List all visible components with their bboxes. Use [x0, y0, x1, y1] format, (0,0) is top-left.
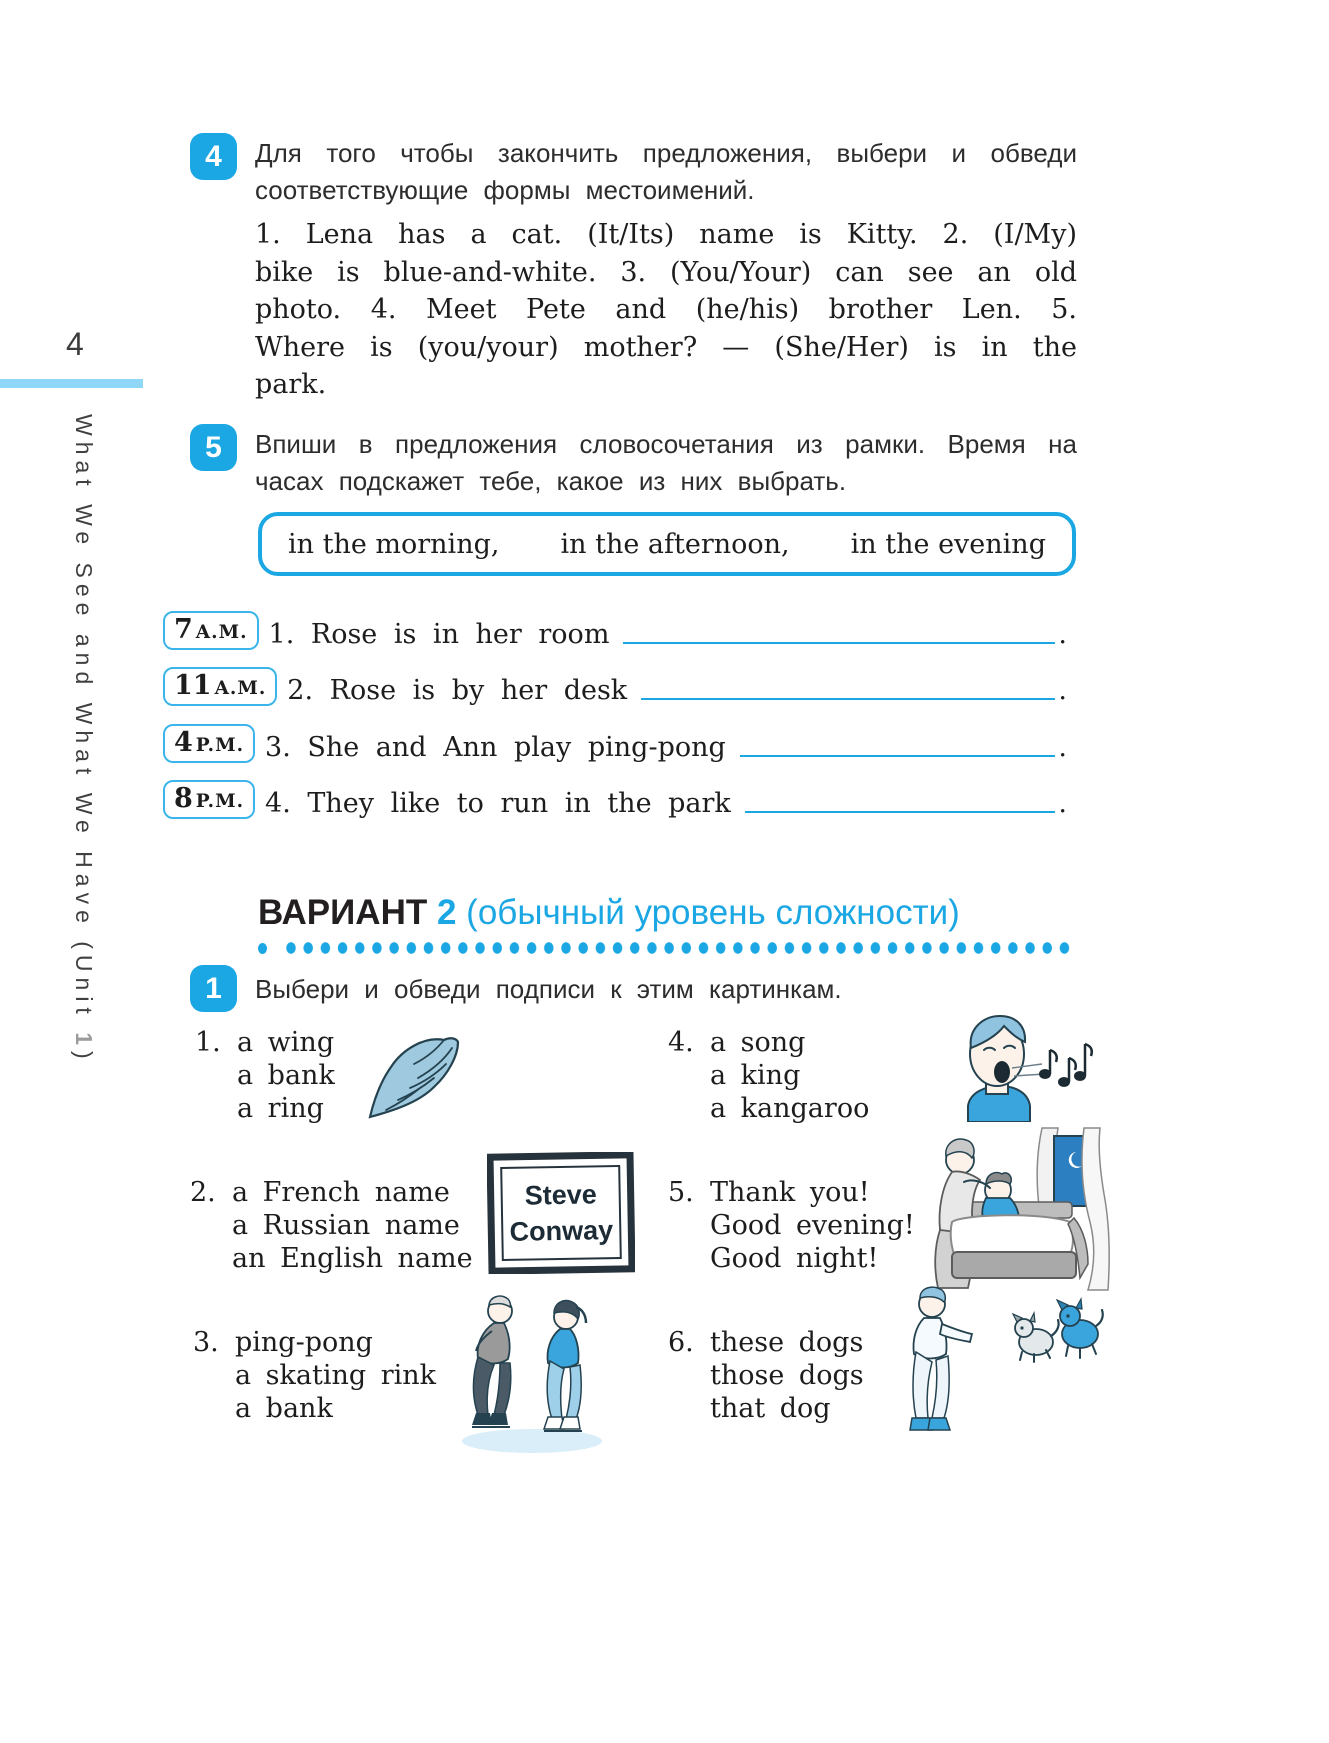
wing-illustration: [366, 1034, 464, 1124]
caption-option[interactable]: a king: [710, 1060, 801, 1091]
caption-option[interactable]: ping-pong: [235, 1327, 373, 1358]
time-value: 4: [174, 726, 193, 758]
variant-2-heading: [258, 893, 960, 933]
exercise-1-badge: 1: [190, 965, 237, 1012]
option-list: [235, 1326, 436, 1425]
caption-item-3: [193, 1326, 436, 1425]
caption-option[interactable]: an English name: [232, 1243, 473, 1274]
option-list: [710, 1026, 869, 1125]
sentence-period: .: [1058, 732, 1067, 763]
time-value: 11: [174, 669, 212, 701]
sign-line-1: Steve: [524, 1179, 597, 1211]
time-badge-8pm: [163, 780, 255, 819]
option-list: [232, 1176, 473, 1275]
divider-lead-dot: [258, 943, 267, 954]
sentence-text: 4. They like to run in the park: [265, 788, 731, 819]
sentence-text: 1. Rose is in her room: [268, 619, 610, 650]
answer-blank[interactable]: [740, 747, 1056, 757]
sidebar-title-text: What We See and What We Have (Unit: [71, 414, 97, 1033]
caption-option[interactable]: a Russian name: [232, 1210, 460, 1241]
option-list: [710, 1176, 915, 1275]
option-list: [710, 1326, 864, 1425]
caption-option[interactable]: a song: [710, 1027, 806, 1058]
time-ampm: A.M.: [195, 621, 248, 643]
caption-option[interactable]: Thank you!: [710, 1177, 870, 1208]
sentence-period: .: [1058, 675, 1067, 706]
item-number: 5.: [668, 1177, 694, 1208]
timed-sentence-row: [163, 664, 1067, 708]
caption-option[interactable]: a kangaroo: [710, 1093, 870, 1124]
exercise-5-badge: 5: [190, 424, 237, 471]
sidebar-title-close: ): [71, 1051, 97, 1065]
time-ampm: P.M.: [195, 790, 245, 812]
bedtime-illustration: [924, 1126, 1110, 1294]
time-value: 8: [174, 782, 193, 814]
dotted-divider: [258, 941, 1076, 955]
caption-option[interactable]: a French name: [232, 1177, 450, 1208]
caption-option[interactable]: that dog: [710, 1393, 831, 1424]
margin-rule: [0, 379, 143, 388]
sign-line-2: Conway: [509, 1215, 614, 1247]
caption-item-5: [668, 1176, 915, 1275]
phrase-evening: in the evening: [850, 528, 1046, 560]
time-value: 7: [174, 613, 193, 645]
caption-item-1: [195, 1026, 335, 1125]
time-badge-4pm: [163, 724, 255, 763]
sentence-text: 3. She and Ann play ping-pong: [265, 732, 726, 763]
caption-option[interactable]: those dogs: [710, 1360, 864, 1391]
skaters-illustration: [448, 1293, 616, 1457]
caption-option[interactable]: a skating rink: [235, 1360, 437, 1391]
phrase-box: [258, 512, 1076, 576]
time-badge-7am: [163, 611, 259, 650]
exercise-4-instruction: Для того чтобы закончить предложения, выбери и обведи соответствующие формы местоимений.: [255, 138, 1077, 205]
exercise-4-text: 1. Lena has a cat. (It/Its) name is Kitty. 2. (I/My) bike is blue-and-white. 3. (You/Your) can see an old photo. 4. Meet Pete and (he/his) brother Len. 5. Where is (you/your) mother? — (She/Her) is in the park.: [255, 219, 1077, 400]
item-number: 2.: [190, 1177, 216, 1208]
time-ampm: A.M.: [214, 677, 267, 699]
caption-option[interactable]: a wing: [237, 1027, 335, 1058]
page-number: 4: [66, 326, 84, 362]
exercise-5-instruction: Впиши в предложения словосочетания из рамки. Время на часах подскажет тебе, какое из них выбрать.: [255, 429, 1077, 496]
sentence-text: 2. Rose is by her desk: [287, 675, 628, 706]
sidebar-unit-number: 1: [71, 1032, 97, 1052]
sentence-period: .: [1058, 788, 1067, 819]
phrase-afternoon: in the afternoon,: [560, 528, 790, 560]
boy-with-dogs-illustration: [884, 1286, 1106, 1444]
sidebar-unit-title: [70, 414, 97, 1065]
caption-option[interactable]: a ring: [237, 1093, 324, 1124]
answer-blank[interactable]: [623, 634, 1055, 644]
name-sign-illustration: [487, 1152, 635, 1274]
variant-level-label: (обычный уровень сложности): [466, 893, 960, 932]
exercise-4-badge: 4: [190, 133, 237, 180]
caption-option[interactable]: a bank: [237, 1060, 335, 1091]
time-badge-11am: [163, 667, 277, 706]
caption-option[interactable]: a bank: [235, 1393, 333, 1424]
timed-sentence-row: [163, 777, 1067, 821]
caption-option[interactable]: Good night!: [710, 1243, 879, 1274]
caption-option[interactable]: Good evening!: [710, 1210, 915, 1241]
item-number: 1.: [195, 1027, 221, 1058]
phrase-morning: in the morning,: [288, 528, 500, 560]
caption-option[interactable]: these dogs: [710, 1327, 864, 1358]
caption-item-4: [668, 1026, 869, 1125]
caption-item-6: [668, 1326, 864, 1425]
variant-word: ВАРИАНТ: [258, 893, 437, 932]
variant-number: 2: [436, 893, 467, 932]
time-ampm: P.M.: [195, 734, 245, 756]
item-number: 3.: [193, 1327, 219, 1358]
caption-item-2: [190, 1176, 473, 1275]
item-number: 6.: [668, 1327, 694, 1358]
timed-sentence-row: [163, 608, 1067, 652]
singing-boy-illustration: [946, 1010, 1096, 1122]
exercise-1-instruction: Выбери и обведи подписи к этим картинкам.: [255, 974, 842, 1004]
divider-dots: [283, 941, 1076, 955]
answer-blank[interactable]: [745, 803, 1056, 813]
item-number: 4.: [668, 1027, 694, 1058]
answer-blank[interactable]: [641, 690, 1055, 700]
sentence-period: .: [1058, 619, 1067, 650]
timed-sentence-row: [163, 721, 1067, 765]
option-list: [237, 1026, 335, 1125]
